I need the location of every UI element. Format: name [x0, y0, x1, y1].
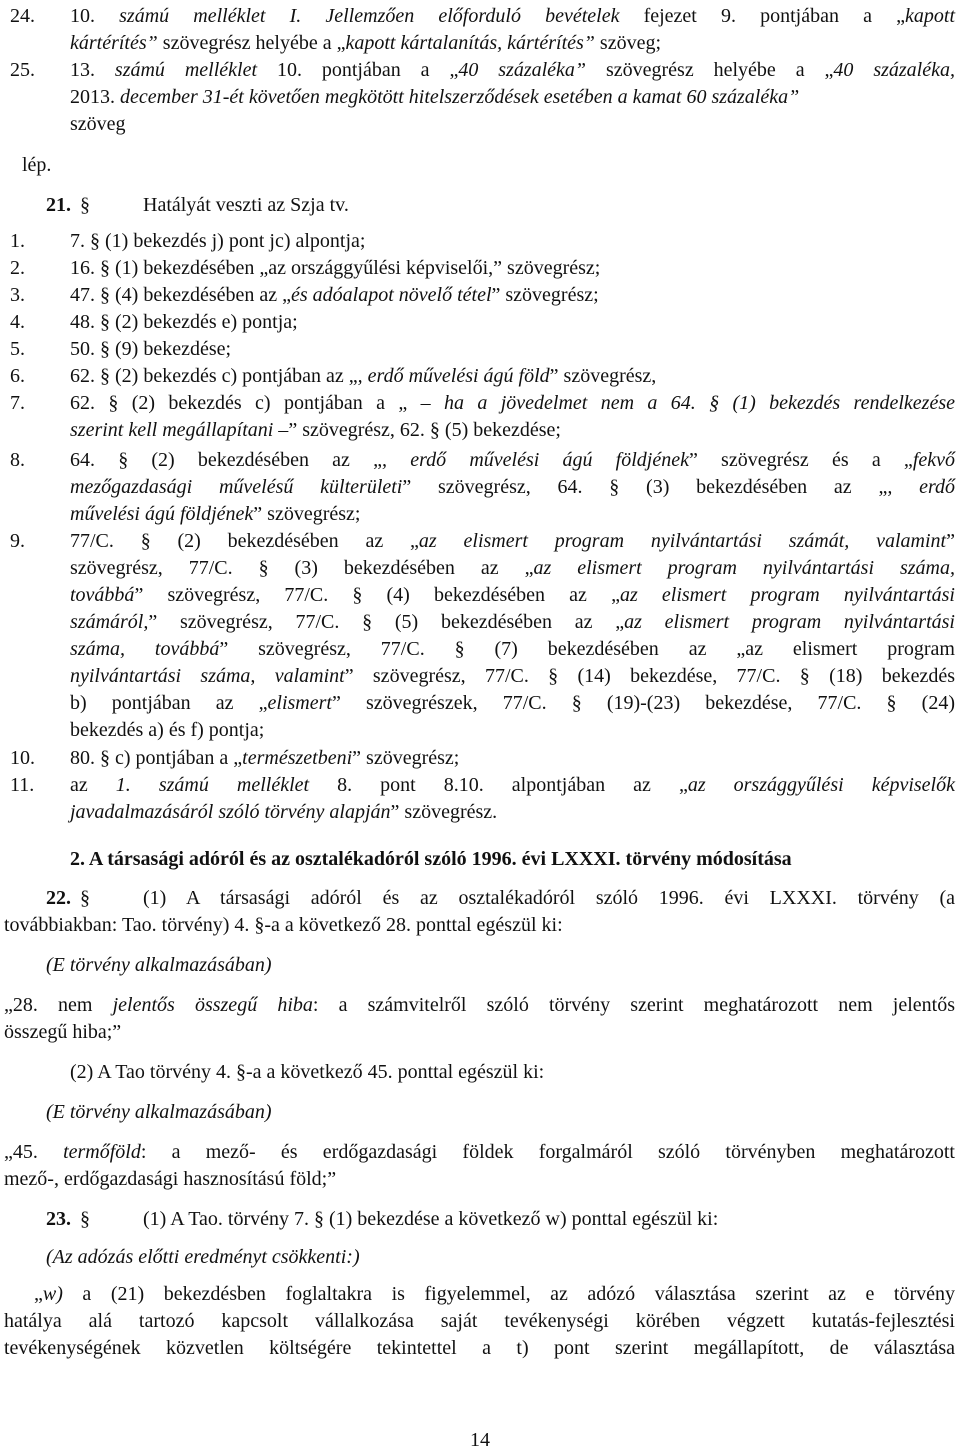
section-number: 22.	[46, 887, 71, 909]
definition-text: „w) a (21) bekezdésben foglaltakra is figyelemmel, az adózó választása szerint az e törvény	[34, 1283, 955, 1305]
paragraph-text: továbbiakban: Tao. törvény) 4. §-a a következő 28. ponttal egészül ki:	[4, 914, 563, 936]
section-sign: §	[80, 887, 90, 909]
section-title: Hatályát veszti az Szja tv.	[143, 194, 349, 216]
list-number: 7.	[10, 392, 25, 414]
list-text: szövegrész, 77/C. § (3) bekezdésében az „az elismert program nyilvántartási száma,	[70, 557, 955, 579]
paragraph-text: (2) A Tao törvény 4. §-a a következő 45. ponttal egészül ki:	[70, 1061, 545, 1083]
list-text: 2013. december 31-ét követően megkötött hitelszerződések esetében a kamat 60 százaléka”	[70, 86, 800, 108]
list-text: továbbá” szövegrész, 77/C. § (4) bekezdésében az „az elismert program nyilvántartási	[70, 584, 955, 606]
list-text: b) pontjában az „elismert” szövegrészek, 77/C. § (19)-(23) bekezdése, 77/C. § (24)	[70, 692, 955, 714]
definition-text: mező-, erdőgazdasági hasznosítású föld;”	[4, 1168, 337, 1190]
list-text: 62. § (2) bekezdés c) pontjában az „, erdő művelési ágú föld” szövegrész,	[70, 365, 657, 387]
list-text: szöveg	[70, 113, 126, 135]
lep-text: lép.	[22, 154, 52, 176]
list-text: 13. számú melléklet 10. pontjában a „40 százaléka” szövegrész helyébe a „40 százaléka,	[70, 59, 955, 81]
list-text: javadalmazásáról szóló törvény alapján” szövegrész.	[70, 801, 498, 823]
list-text: az 1. számú melléklet 8. pont 8.10. alpontjában az „az országgyűlési képviselők	[70, 774, 955, 796]
list-number: 24.	[10, 5, 35, 27]
list-text: mezőgazdasági művelésű külterületi” szövegrész, 64. § (3) bekezdésében az „, erdő	[70, 476, 956, 498]
list-number: 6.	[10, 365, 25, 387]
list-number: 8.	[10, 449, 25, 471]
list-number: 10.	[10, 747, 35, 769]
list-text: száma, továbbá” szövegrész, 77/C. § (7) bekezdésében az „az elismert program	[70, 638, 955, 660]
scope-text: (Az adózás előtti eredményt csökkenti:)	[46, 1246, 360, 1268]
list-text: 7. § (1) bekezdés j) pont jc) alpontja;	[70, 230, 366, 252]
list-number: 4.	[10, 311, 25, 333]
list-text: 16. § (1) bekezdésében „az országgyűlési képviselői,” szövegrész;	[70, 257, 601, 279]
list-number: 2.	[10, 257, 25, 279]
list-text: 77/C. § (2) bekezdésében az „az elismert program nyilvántartási számát, valamint”	[70, 530, 955, 552]
list-text: művelési ágú földjének” szövegrész;	[70, 503, 361, 525]
list-text: 64. § (2) bekezdésében az „, erdő művelési ágú földjének” szövegrész és a „fekvő	[70, 449, 955, 471]
list-text: nyilvántartási száma, valamint” szövegrész, 77/C. § (14) bekezdése, 77/C. § (18) bekezdés	[70, 665, 955, 687]
list-text: 62. § (2) bekezdés c) pontjában a „ – ha a jövedelmet nem a 64. § (1) bekezdés rendelkezése	[70, 392, 955, 414]
definition-text: összegű hiba;”	[4, 1021, 122, 1043]
list-number: 5.	[10, 338, 25, 360]
definition-text: „45. termőföld: a mező- és erdőgazdasági földek forgalmáról szóló törvényben meghatározott	[4, 1141, 955, 1163]
section-sign: §	[80, 1208, 90, 1230]
scope-text: (E törvény alkalmazásában)	[46, 954, 272, 976]
page-number: 14	[470, 1429, 490, 1451]
list-text: 48. § (2) bekezdés e) pontja;	[70, 311, 298, 333]
list-number: 3.	[10, 284, 25, 306]
list-number: 9.	[10, 530, 25, 552]
section-number: 23.	[46, 1208, 71, 1230]
list-text: kártérítés” szövegrész helyébe a „kapott kártalanítás, kártérítés” szöveg;	[70, 32, 661, 54]
list-text: 50. § (9) bekezdése;	[70, 338, 232, 360]
section-sign: §	[80, 194, 90, 216]
section-number: 21.	[46, 194, 71, 216]
list-text: bekezdés a) és f) pontja;	[70, 719, 265, 741]
list-text: 47. § (4) bekezdésében az „és adóalapot növelő tétel” szövegrész;	[70, 284, 599, 306]
list-number: 1.	[10, 230, 25, 252]
list-number: 25.	[10, 59, 35, 81]
section-heading: 2. A társasági adóról és az osztalékadóról szóló 1996. évi LXXXI. törvény módosítása	[70, 848, 792, 870]
list-text: 10. számú melléklet I. Jellemzően előforduló bevételek fejezet 9. pontjában a „kapott	[70, 5, 956, 27]
paragraph-text: (1) A Tao. törvény 7. § (1) bekezdése a következő w) ponttal egészül ki:	[143, 1208, 719, 1230]
list-text: számáról,” szövegrész, 77/C. § (5) bekezdésében az „az elismert program nyilvántartási	[70, 611, 955, 633]
definition-text: hatálya alá tartozó kapcsolt vállalkozása saját tevékenységi körében végzett kutatás-fejlesztési	[4, 1310, 955, 1332]
definition-text: tevékenységének közvetlen költségére tekintettel a t) pont szerint megállapított, de választása	[4, 1337, 955, 1359]
list-text: szerint kell megállapítani –” szövegrész, 62. § (5) bekezdése;	[70, 419, 561, 441]
list-text: 80. § c) pontjában a „természetbeni” szövegrész;	[70, 747, 460, 769]
definition-text: „28. nem jelentős összegű hiba: a számvitelről szóló törvény szerint meghatározott nem jelentős	[4, 994, 955, 1016]
list-number: 11.	[10, 774, 35, 796]
scope-text: (E törvény alkalmazásában)	[46, 1101, 272, 1123]
paragraph-text: (1) A társasági adóról és az osztalékadóról szóló 1996. évi LXXXI. törvény (a	[143, 887, 955, 909]
